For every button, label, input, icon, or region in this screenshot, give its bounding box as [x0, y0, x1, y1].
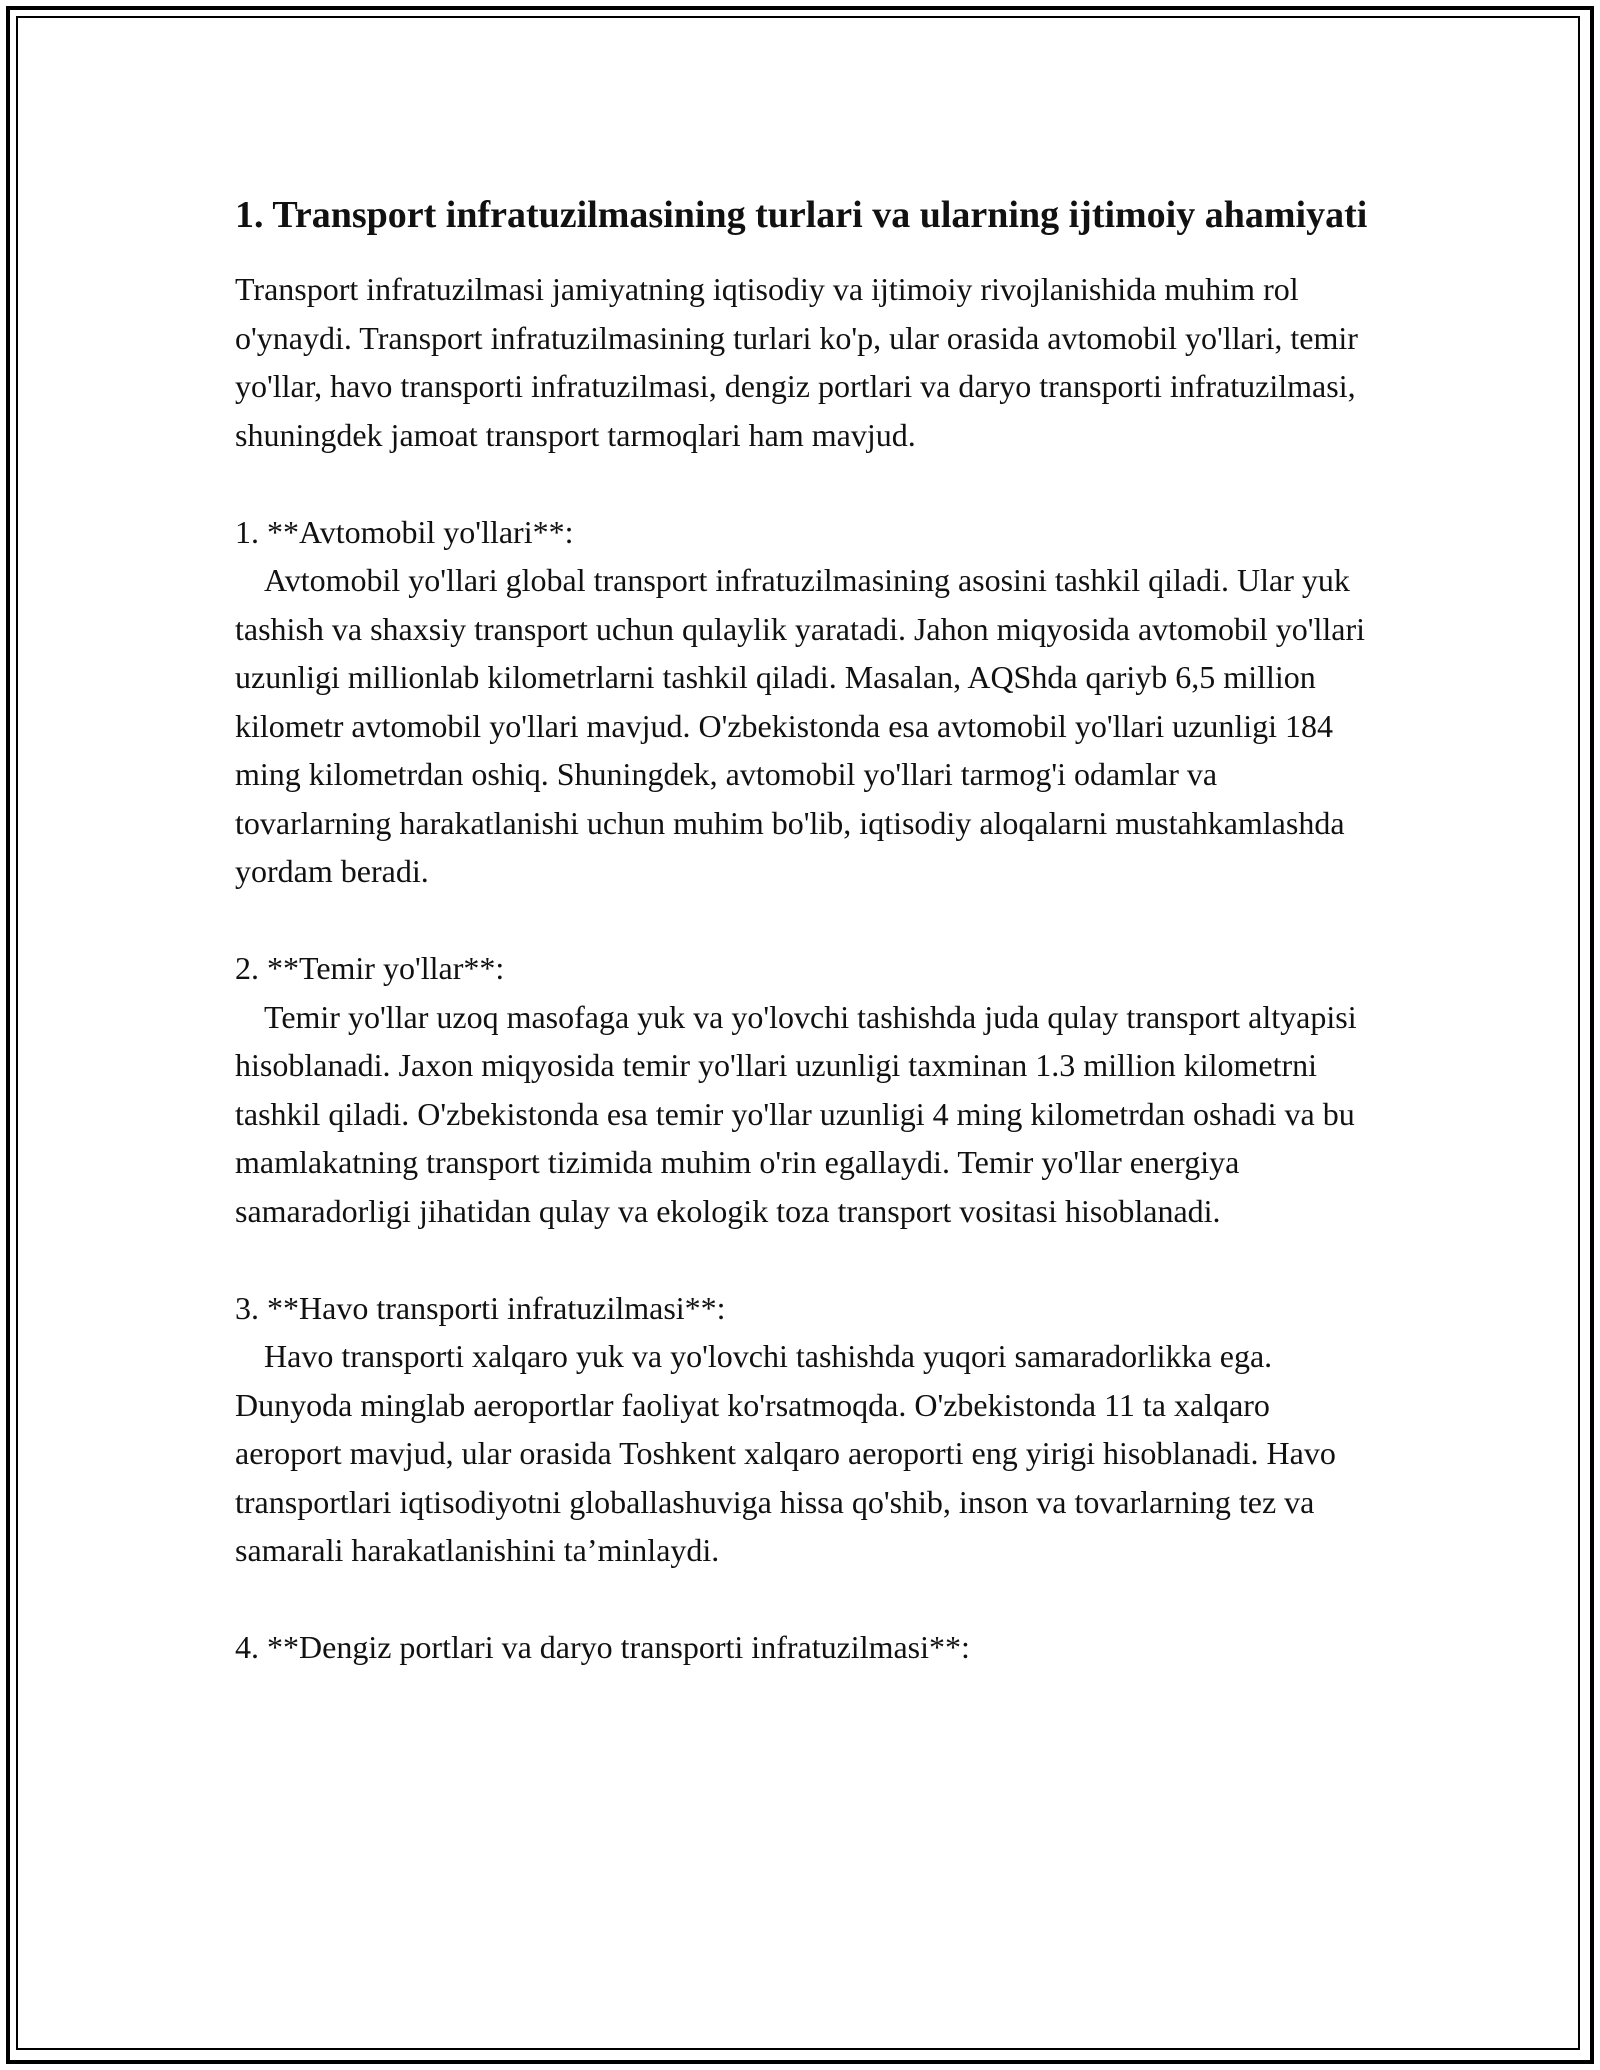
- section-roads: [235, 508, 1375, 896]
- section-title: 2. **Temir yo'llar**:: [235, 950, 505, 986]
- section-title: 3. **Havo transporti infratuzilmasi**:: [235, 1289, 726, 1326]
- section-title: 4. **Dengiz portlari va daryo transporti infratuzilmasi**:: [235, 1629, 970, 1665]
- section-air-transport: [235, 1284, 1375, 1575]
- section-body: Temir yo'llar uzoq masofaga yuk va yo'lovchi tashishda juda qulay transport altyapisi hisoblanadi. Jaxon miqyosida temir yo'llari uzunligi taxminan 1.3 million kilometrni tashkil qiladi. O'zbekistonda esa temir yo'llar uzunligi 4 ming kilometrdan oshadi va bu mamlakatning transport tizimida muhim o'rin egallaydi. Temir yo'llar energiya samaradorligi jihatidan qulay va ekologik toza transport vositasi hisoblanadi.: [235, 998, 1357, 1229]
- section-sea-river-ports: [235, 1623, 1375, 1672]
- document-heading: 1. Transport infratuzilmasining turlari va ularning ijtimoiy ahamiyati: [235, 194, 1368, 236]
- document-body: [235, 188, 1375, 1672]
- section-body: Avtomobil yo'llari global transport infratuzilmasining asosini tashkil qiladi. Ular yuk tashish va shaxsiy transport uchun qulaylik yaratadi. Jahon miqyosida avtomobil yo'llari uzunligi millionlab kilometrlarni tashkil qiladi. Masalan, AQShda qariyb 6,5 million kilometr avtomobil yo'llari mavjud. O'zbekistonda esa avtomobil yo'llari uzunligi 184 ming kilometrdan oshiq. Shuningdek, avtomobil yo'llari tarmog'i odamlar va tovarlarning harakatlanishi uchun muhim bo'lib, iqtisodiy aloqalarni mustahkamlashda yordam beradi.: [235, 562, 1366, 889]
- section-body: Havo transporti xalqaro yuk va yo'lovchi tashishda yuqori samaradorlikka ega. Dunyoda minglab aeroportlar faoliyat ko'rsatmoqda. O'zbekistonda 11 ta xalqaro aeroport mavjud, ular orasida Toshkent xalqaro aeroporti eng yirigi hisoblanadi. Havo transportlari iqtisodiyotni globallashuviga hissa qo'shib, inson va tovarlarning tez va samarali harakatlanishini ta’minlaydi.: [235, 1338, 1336, 1568]
- section-title: 1. **Avtomobil yo'llari**:: [235, 513, 574, 550]
- section-railways: [235, 944, 1375, 1235]
- intro-paragraph: Transport infratuzilmasi jamiyatning iqtisodiy va ijtimoiy rivojlanishida muhim rol o'ynaydi. Transport infratuzilmasining turlari ko'p, ular orasida avtomobil yo'llari, temir yo'llar, havo transporti infratuzilmasi, dengiz portlari va daryo transporti infratuzilmasi, shuningdek jamoat transport tarmoqlari ham mavjud.: [235, 271, 1358, 453]
